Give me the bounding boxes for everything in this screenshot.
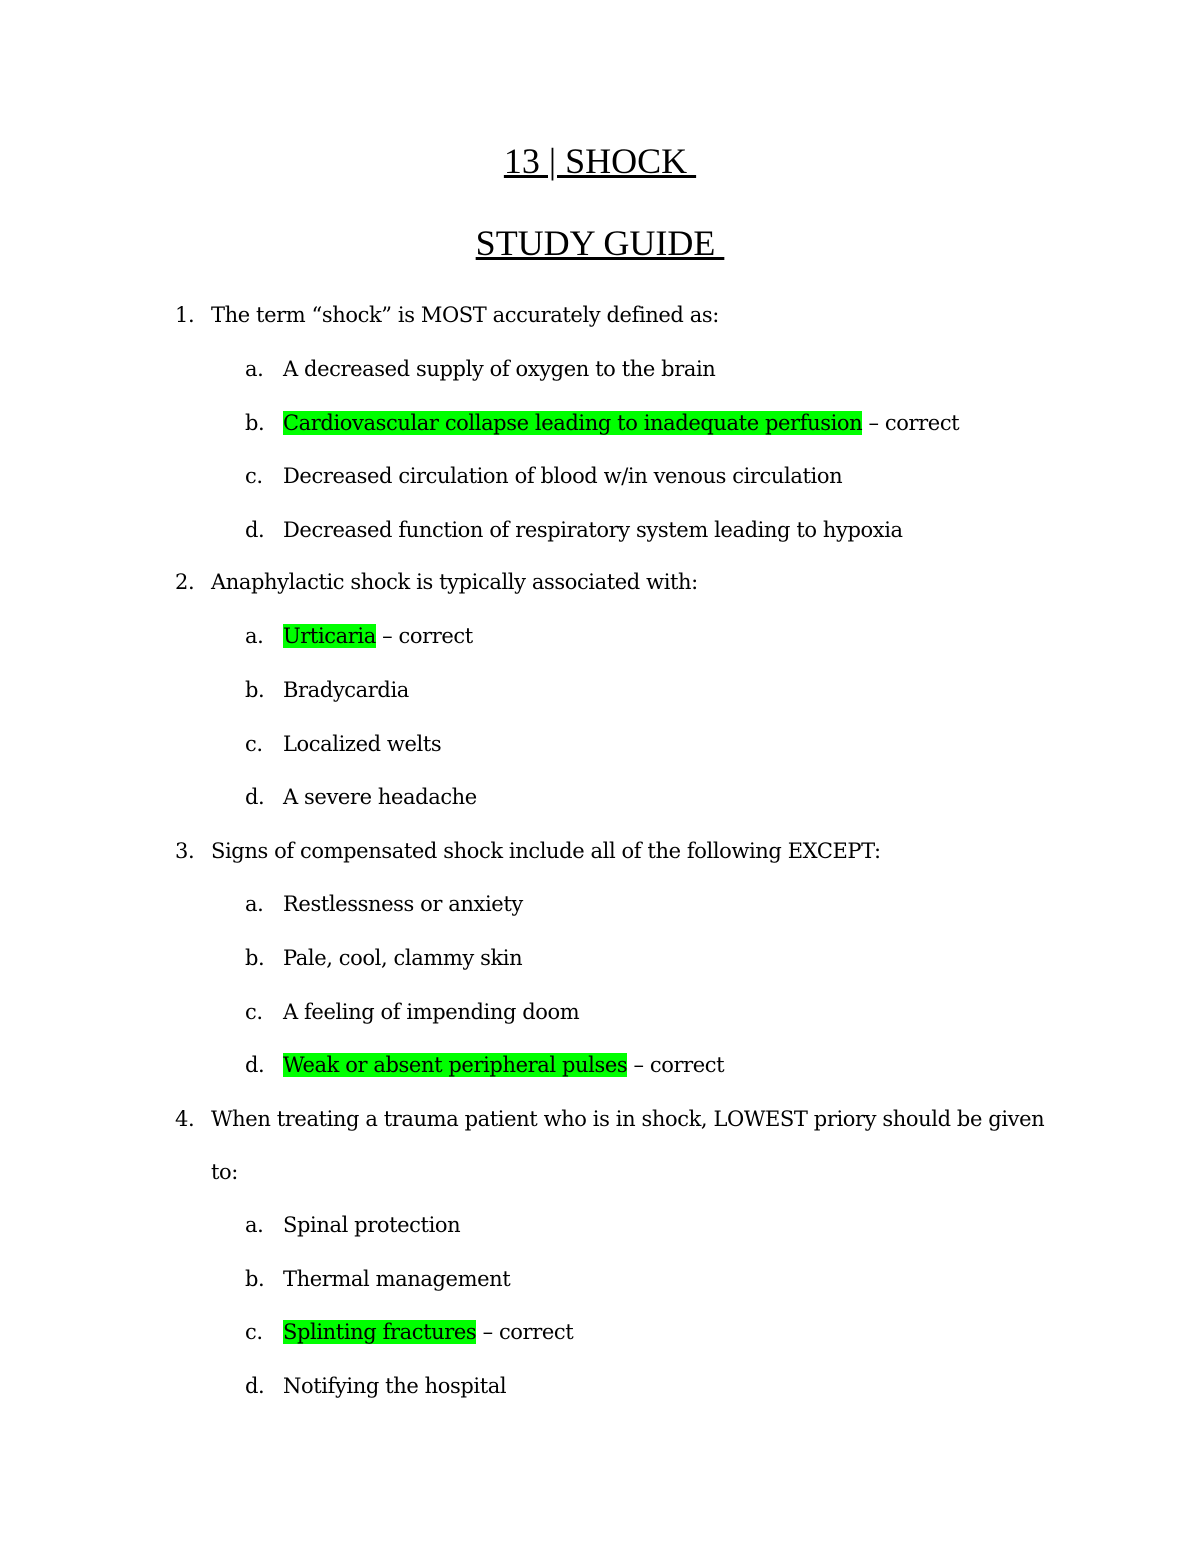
option-letter: a. (245, 357, 264, 381)
option-letter: a. (245, 1213, 264, 1237)
option-text (283, 1051, 724, 1079)
option-letter: d. (245, 1053, 265, 1077)
question-text: Anaphylactic shock is typically associated with: (211, 570, 698, 594)
option-letter: d. (245, 1374, 265, 1398)
option-text: Decreased circulation of blood w/in venous circulation (283, 464, 843, 488)
question-number: 2. (175, 570, 195, 594)
question-text: The term “shock” is MOST accurately defined as: (211, 303, 719, 327)
option-text: Bradycardia (283, 678, 409, 702)
option-text: A decreased supply of oxygen to the brain (283, 357, 716, 381)
option-text: Thermal management (283, 1267, 511, 1291)
option-letter: c. (245, 1320, 263, 1344)
option-letter: a. (245, 624, 264, 648)
correct-answer-highlight: Urticaria (283, 624, 376, 648)
option-text: Notifying the hospital (283, 1374, 507, 1398)
option-text (283, 409, 959, 437)
option-letter: d. (245, 518, 265, 542)
correct-answer-highlight: Weak or absent peripheral pulses (283, 1053, 628, 1077)
document-title: 13 | SHOCK (503, 141, 697, 181)
question-number: 3. (175, 839, 195, 863)
document-subtitle: STUDY GUIDE (475, 223, 725, 263)
correct-note: – correct (375, 624, 473, 648)
correct-answer-highlight: Splinting fractures (283, 1320, 477, 1344)
correct-note: – correct (862, 411, 960, 435)
option-letter: b. (245, 1267, 265, 1291)
option-text: Spinal protection (283, 1213, 461, 1237)
question-text: Signs of compensated shock include all of the following EXCEPT: (211, 839, 881, 863)
option-text: A feeling of impending doom (283, 1000, 580, 1024)
question-number: 1. (175, 303, 195, 327)
option-letter: b. (245, 678, 265, 702)
option-letter: a. (245, 892, 264, 916)
option-text: Localized welts (283, 732, 442, 756)
option-letter: b. (245, 411, 265, 435)
correct-answer-highlight: Cardiovascular collapse leading to inadequate perfusion (283, 411, 863, 435)
correct-note: – correct (627, 1053, 725, 1077)
option-letter: c. (245, 732, 263, 756)
option-letter: c. (245, 1000, 263, 1024)
option-letter: d. (245, 785, 265, 809)
option-letter: c. (245, 464, 263, 488)
option-text (283, 622, 473, 650)
question-number: 4. (175, 1107, 195, 1131)
option-text: Decreased function of respiratory system leading to hypoxia (283, 518, 903, 542)
option-text: Restlessness or anxiety (283, 892, 523, 916)
option-text: A severe headache (283, 785, 477, 809)
option-text (283, 1318, 573, 1346)
option-letter: b. (245, 946, 265, 970)
correct-note: – correct (476, 1320, 574, 1344)
question-text-continued: to: (211, 1160, 238, 1184)
question-text: When treating a trauma patient who is in shock, LOWEST priory should be given (211, 1107, 1045, 1131)
option-text: Pale, cool, clammy skin (283, 946, 523, 970)
